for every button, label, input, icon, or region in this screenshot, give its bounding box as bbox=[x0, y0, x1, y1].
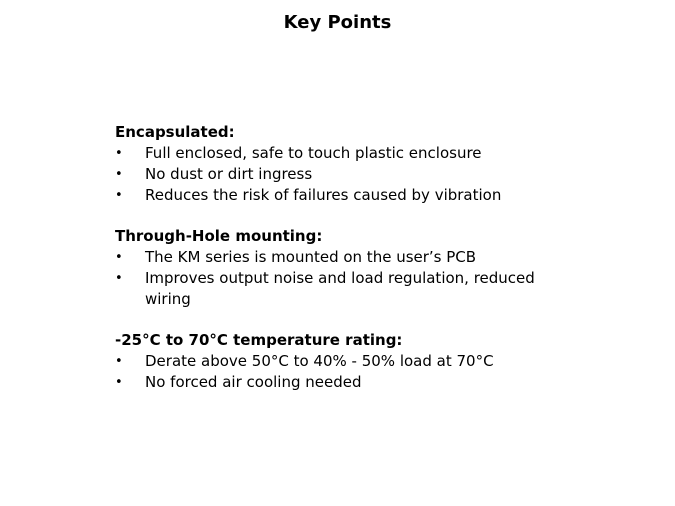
bullet-item bbox=[115, 164, 655, 185]
bullet-list bbox=[115, 247, 655, 310]
bullet-item bbox=[115, 143, 655, 164]
bullet-item bbox=[115, 185, 655, 206]
section-heading: Through-Hole mounting: bbox=[115, 227, 323, 245]
section-heading: Encapsulated: bbox=[115, 123, 235, 141]
bullet-text: Improves output noise and load regulation, reduced wiring bbox=[145, 269, 535, 308]
slide-content bbox=[115, 122, 655, 413]
bullet-icon: • bbox=[115, 167, 123, 182]
section-through-hole-mounting bbox=[115, 226, 655, 310]
bullet-icon: • bbox=[115, 250, 123, 265]
bullet-icon: • bbox=[115, 271, 123, 286]
bullet-text: Derate above 50°C to 40% - 50% load at 70°C bbox=[145, 352, 494, 370]
bullet-icon: • bbox=[115, 188, 123, 203]
bullet-icon: • bbox=[115, 354, 123, 369]
bullet-text: No dust or dirt ingress bbox=[145, 165, 313, 183]
bullet-text: Reduces the risk of failures caused by vibration bbox=[145, 186, 502, 204]
bullet-item bbox=[115, 268, 565, 310]
section-temperature-rating bbox=[115, 330, 655, 393]
bullet-list bbox=[115, 351, 655, 393]
bullet-text: The KM series is mounted on the user’s PCB bbox=[145, 248, 477, 266]
bullet-text: No forced air cooling needed bbox=[145, 373, 362, 391]
bullet-item bbox=[115, 351, 655, 372]
slide-title: Key Points bbox=[283, 12, 392, 33]
section-heading: -25°C to 70°C temperature rating: bbox=[115, 331, 403, 349]
bullet-icon: • bbox=[115, 146, 123, 161]
bullet-item bbox=[115, 247, 655, 268]
section-encapsulated bbox=[115, 122, 655, 206]
bullet-list bbox=[115, 143, 655, 206]
bullet-icon: • bbox=[115, 375, 123, 390]
bullet-item bbox=[115, 372, 655, 393]
bullet-text: Full enclosed, safe to touch plastic enclosure bbox=[145, 144, 482, 162]
